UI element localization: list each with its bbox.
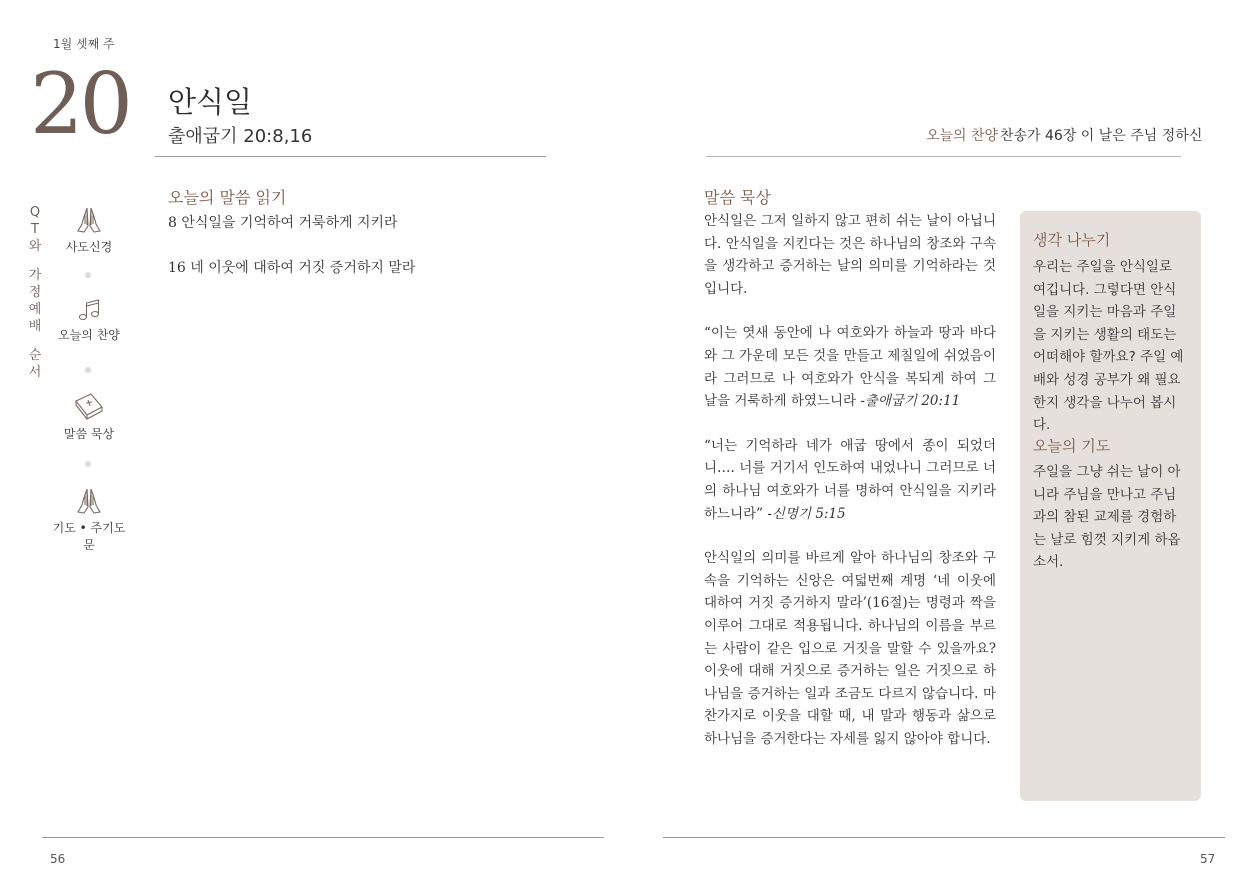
verse-number: 8 bbox=[168, 215, 177, 231]
hymn-title: 찬송가 46장 이 날은 주님 정하신 bbox=[1000, 128, 1203, 144]
reading-title: 오늘의 말씀 읽기 bbox=[168, 188, 287, 207]
page-number-left: 56 bbox=[50, 852, 66, 866]
bible-icon bbox=[73, 391, 105, 421]
meditation-paragraph: 안식일은 그저 일하지 않고 편히 쉬는 날이 아닙니다. 안식일을 지킨다는 것은 하나님의 창조와 구속을 생각하고 증거하는 날의 의미를 기억하라는 것입니다. bbox=[704, 213, 996, 297]
step-prayer bbox=[50, 487, 128, 553]
vertical-char: 가 bbox=[28, 268, 42, 283]
vertical-char: 와 bbox=[28, 239, 42, 254]
step-separator-dot bbox=[85, 367, 91, 373]
vertical-char bbox=[28, 335, 42, 347]
page-number-right: 57 bbox=[1200, 852, 1216, 866]
hymn-divider bbox=[706, 156, 1181, 157]
step-label: 오늘의 찬양 bbox=[58, 328, 120, 342]
step-meditation bbox=[50, 391, 128, 442]
step-hymn bbox=[50, 298, 128, 343]
vertical-char: T bbox=[31, 222, 39, 237]
verse-number: 16 bbox=[168, 260, 186, 276]
share-title: 생각 나누기 bbox=[1033, 231, 1111, 249]
scripture-reference: 출애굽기 20:8,16 bbox=[168, 126, 313, 147]
vertical-char bbox=[28, 255, 42, 267]
praying-hands-icon bbox=[74, 206, 104, 234]
meditation-paragraph: “너는 기억하라 네가 애굽 땅에서 종이 되었더니…. 너를 거기서 인도하여 내었나니 그러므로 너의 하나님 여호와가 너를 명하여 안식일을 지키라 하느니라” -신명기 5:15 bbox=[704, 437, 996, 522]
step-label: 기도 • 주기도문 bbox=[52, 521, 126, 552]
vertical-char: 순 bbox=[28, 348, 42, 363]
prayer-text: 주일을 그냥 쉬는 날이 아니라 주님을 만나고 주님과의 참된 교제를 경험하는 날로 힘껏 지키게 하옵소서. bbox=[1033, 464, 1181, 571]
prayer-title: 오늘의 기도 bbox=[1033, 437, 1111, 455]
discussion-box bbox=[1020, 211, 1201, 801]
praying-hands-icon bbox=[74, 487, 104, 515]
step-label: 말씀 묵상 bbox=[63, 427, 115, 441]
scripture-citation: -출애굽기 20:11 bbox=[860, 393, 961, 410]
step-separator-dot bbox=[85, 272, 91, 278]
week-label: 1월 셋째 주 bbox=[53, 37, 115, 51]
vertical-char: 배 bbox=[28, 319, 42, 334]
step-separator-dot bbox=[85, 461, 91, 467]
meditation-title: 말씀 묵상 bbox=[704, 188, 771, 207]
meditation-body bbox=[704, 210, 996, 772]
vertical-order-label bbox=[28, 204, 42, 381]
hymn-label: 오늘의 찬양 bbox=[926, 128, 999, 144]
vertical-char: 정 bbox=[28, 285, 42, 300]
verse-text: 안식일을 기억하여 거룩하게 지키라 bbox=[181, 215, 398, 231]
verse-line bbox=[168, 212, 398, 232]
meditation-paragraph: 안식일의 의미를 바르게 알아 하나님의 창조와 구속을 기억하는 신앙은 여덟번째 계명 ‘네 이웃에 대하여 거짓 증거하지 말라’(16절)는 명령과 짝을 이루어 그대로 적용됩니다. 하나님의 이름을 부르는 사람이 같은 입으로 거짓을 말할 수 있을까요? 이웃에 대해 거짓으로 증거하는 일은 거짓으로 하나님을 증거하는 일과 조금도 다르지 않습니다. 마찬가지로 이웃을 대할 때, 내 말과 행동과 삶으로 하나님을 증거한다는 자세를 잃지 않아야 합니다. bbox=[704, 550, 996, 747]
step-apostles-creed bbox=[50, 206, 128, 255]
title-divider bbox=[155, 156, 546, 157]
verse-text: 네 이웃에 대하여 거짓 증거하지 말라 bbox=[190, 260, 416, 276]
page-title: 안식일 bbox=[168, 85, 253, 119]
meditation-paragraph: “이는 엿새 동안에 나 여호와가 하늘과 땅과 바다와 그 가운데 모든 것을 만들고 제칠일에 쉬었음이라 그러므로 나 여호와가 안식을 복되게 하여 그 날을 거룩하게 하였느니라 -출애굽기 20:11 bbox=[704, 325, 996, 410]
share-text: 우리는 주일을 안식일로 여깁니다. 그렇다면 안식일을 지키는 마음과 주일을 지키는 생활의 태도는 어떠해야 할까요? 주일 예배와 성경 공부가 왜 필요한지 생각을 나누어 봅시다. bbox=[1033, 259, 1184, 434]
vertical-char: Q bbox=[29, 205, 41, 220]
vertical-char: 예 bbox=[28, 302, 42, 317]
footer-divider-right bbox=[663, 837, 1225, 838]
scripture-citation: -신명기 5:15 bbox=[767, 505, 846, 522]
step-label: 사도신경 bbox=[65, 240, 113, 254]
verse-line bbox=[168, 257, 415, 277]
footer-divider-left bbox=[42, 837, 604, 838]
vertical-char: 서 bbox=[28, 365, 42, 380]
day-number: 20 bbox=[30, 55, 129, 153]
music-note-icon bbox=[77, 298, 101, 322]
